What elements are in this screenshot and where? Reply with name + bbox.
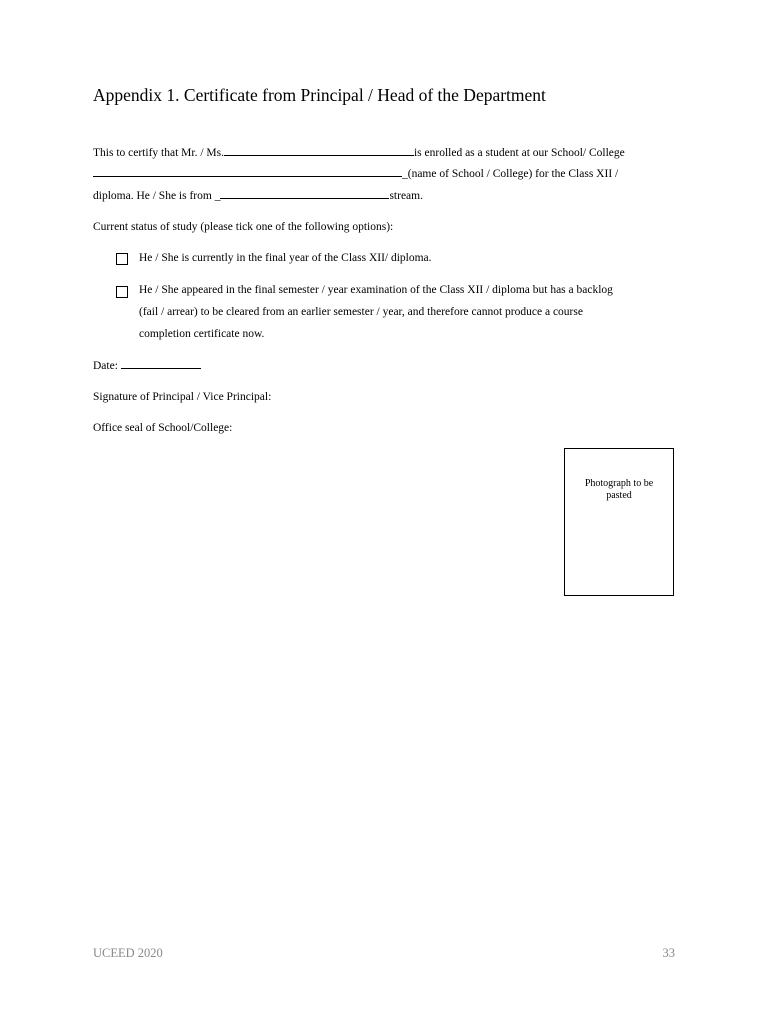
footer-page-number: 33	[662, 946, 675, 960]
certify-text-diploma: diploma. He / She is from _	[93, 190, 221, 202]
option-backlog-text-line-3: completion certificate now.	[139, 328, 265, 340]
photograph-box	[564, 448, 674, 596]
status-label: Current status of study (please tick one of the following options):	[93, 221, 394, 233]
option-backlog-checkbox[interactable]	[116, 286, 128, 298]
certify-line-1	[93, 145, 625, 160]
certify-text-enrolled: is enrolled as a student at our School/ College	[413, 147, 625, 159]
option-backlog-text-line-1: He / She appeared in the final semester / year examination of the Class XII / diploma but has a backlog	[139, 284, 613, 296]
certify-text-stream: stream.	[389, 190, 423, 202]
student-name-blank[interactable]	[224, 145, 414, 156]
seal-label: Office seal of School/College:	[93, 422, 233, 434]
footer-exam-name: UCEED 2020	[93, 946, 163, 960]
certify-line-2	[93, 166, 618, 181]
option-final-year-checkbox[interactable]	[116, 253, 128, 265]
stream-blank[interactable]	[220, 188, 389, 199]
certify-text-start: This to certify that Mr. / Ms.	[93, 147, 224, 159]
school-name-blank[interactable]	[93, 166, 402, 177]
date-line	[93, 358, 201, 373]
certify-text-class: _(name of School / College) for the Class XII /	[402, 168, 619, 180]
date-label: Date:	[93, 360, 118, 372]
photograph-label: Photograph to be pasted	[584, 478, 654, 501]
signature-label: Signature of Principal / Vice Principal:	[93, 391, 272, 403]
page-title: Appendix 1. Certificate from Principal / Head of the Department	[93, 85, 546, 105]
option-final-year-text: He / She is currently in the final year of the Class XII/ diploma.	[139, 252, 432, 264]
option-backlog-text-line-2: (fail / arrear) to be cleared from an earlier semester / year, and therefore cannot produce a course	[139, 306, 583, 318]
date-blank[interactable]	[121, 358, 201, 369]
certify-line-3	[93, 188, 423, 203]
